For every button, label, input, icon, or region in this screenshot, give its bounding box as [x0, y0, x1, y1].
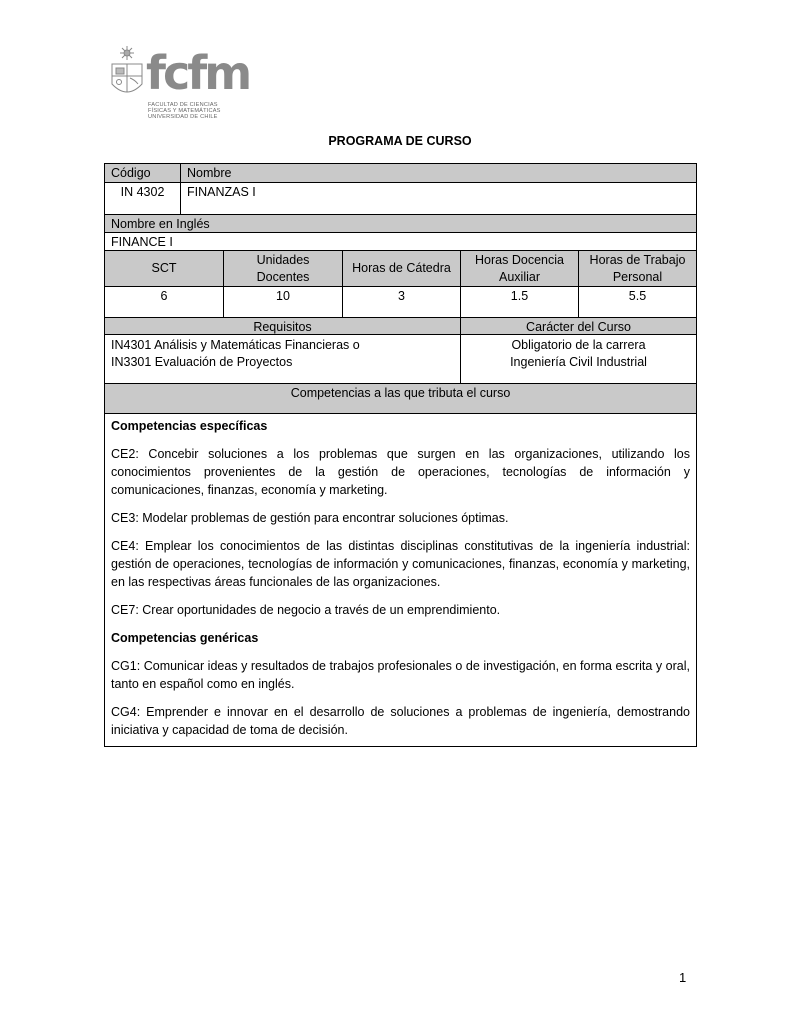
requirements-header-row — [105, 317, 696, 335]
hours-header-row — [105, 250, 696, 286]
english-name-label: Nombre en Inglés — [111, 217, 210, 231]
lecture-hours-value: 3 — [342, 287, 460, 317]
generic-competencies-heading: Competencias genéricas — [111, 631, 259, 645]
character-label: Carácter del Curso — [460, 318, 696, 335]
competency-cg4: CG4: Emprender e innovar en el desarrollo de soluciones a problemas de ingeniería, demostrando iniciativa y capacidad de toma de decisión. — [111, 705, 690, 737]
document-title: PROGRAMA DE CURSO — [328, 134, 472, 148]
page-number: 1 — [679, 970, 687, 985]
university-seal-icon — [108, 44, 146, 104]
logo-subtitle: FACULTAD DE CIENCIAS FÍSICAS Y MATEMÁTICAS UNIVERSIDAD DE CHILE — [148, 102, 221, 121]
code-label: Código — [111, 166, 151, 180]
requirements-label: Requisitos — [253, 320, 312, 334]
sct-value: 6 — [160, 289, 168, 303]
course-code: IN 4302 — [120, 185, 165, 199]
course-name: FINANZAS I — [180, 183, 696, 214]
personal-work-hours-header: Horas de Trabajo Personal — [578, 251, 696, 286]
lecture-hours-header: Horas de Cátedra — [342, 251, 460, 286]
teaching-units-value: 10 — [223, 287, 342, 317]
competency-ce2: CE2: Concebir soluciones a los problemas que surgen en las organizaciones, utilizando los conocimientos provenientes de la gestión de operaciones, tecnologías de información y comunicaciones, finanzas, economía y marketing. — [111, 447, 690, 497]
competencies-header-row — [105, 383, 696, 414]
requirements-value: IN4301 Análisis y Matemáticas Financieras o IN3301 Evaluación de Proyectos — [111, 338, 360, 369]
english-name-header-row — [105, 214, 696, 233]
course-program-table — [104, 163, 697, 747]
auxiliary-hours-header: Horas Docencia Auxiliar — [460, 251, 578, 286]
personal-work-hours-value: 5.5 — [578, 287, 696, 317]
specific-competencies-heading: Competencias específicas — [111, 419, 268, 433]
competencies-header: Competencias a las que tributa el curso — [290, 386, 511, 400]
requirements-value-row — [105, 334, 696, 384]
logo-wordmark: fcfm — [146, 46, 250, 100]
code-name-header-row — [105, 164, 696, 183]
competency-ce7: CE7: Crear oportunidades de negocio a través de un emprendimiento. — [111, 603, 501, 617]
name-label: Nombre — [180, 164, 696, 183]
code-name-value-row — [105, 182, 696, 214]
competency-cg1: CG1: Comunicar ideas y resultados de trabajos profesionales o de investigación, en forma escrita y oral, tanto en español como en inglés. — [111, 659, 690, 691]
competencies-body — [105, 413, 696, 746]
english-name: FINANCE I — [111, 235, 173, 249]
auxiliary-hours-value: 1.5 — [460, 287, 578, 317]
competency-ce4: CE4: Emplear los conocimientos de las distintas disciplinas constitutivas de la ingeniería industrial: gestión de operaciones, tecnologías de información y comunicaciones, finanzas, economía y marketing, en las respectivas áreas funcionales de las organizaciones. — [111, 539, 690, 589]
fcfm-logo — [108, 44, 250, 124]
character-value: Obligatorio de la carrera Ingeniería Civil Industrial — [460, 335, 696, 384]
teaching-units-header: Unidades Docentes — [223, 251, 342, 286]
english-name-value-row — [105, 232, 696, 251]
competency-ce3: CE3: Modelar problemas de gestión para encontrar soluciones óptimas. — [111, 511, 509, 525]
sct-header: SCT — [151, 261, 177, 275]
hours-value-row — [105, 286, 696, 317]
